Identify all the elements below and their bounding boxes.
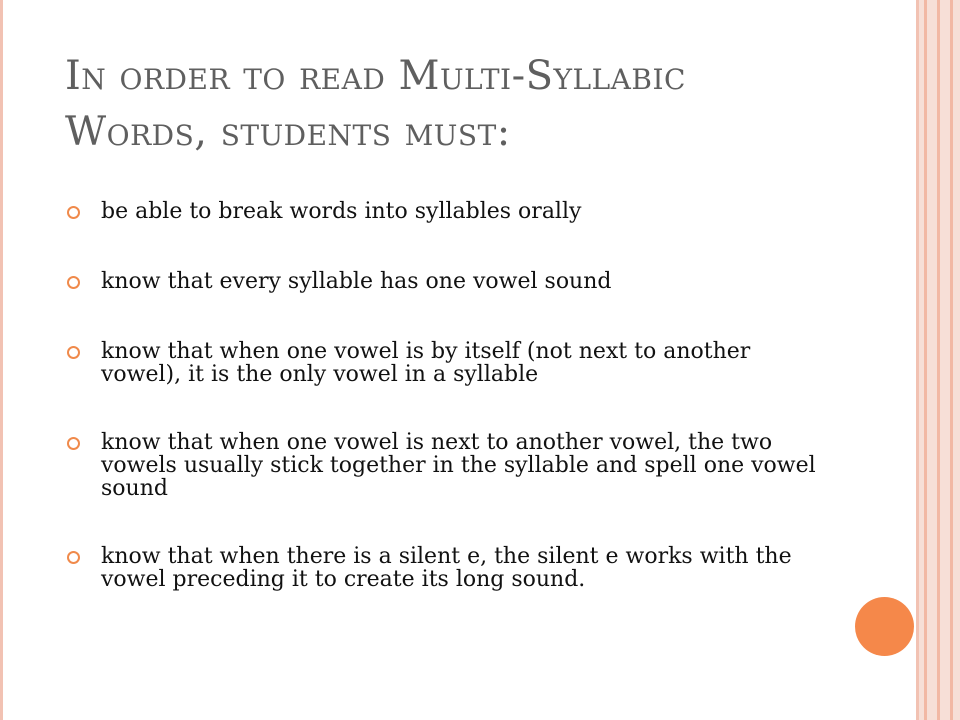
slide-title-line2: Words, students must: (65, 109, 511, 155)
bullet-text: know that when one vowel is next to another vowel, the two vowels usually stick together in the syllable and spell one vowel sound (101, 430, 816, 501)
slide-title-line1: In order to read Multi-Syllabic (65, 53, 686, 99)
slide-title (65, 48, 865, 160)
decorative-line (924, 0, 927, 720)
bullet-text: know that when one vowel is by itself (not next to another vowel), it is the only vowel in a syllable (101, 339, 751, 387)
bullet-item (61, 200, 821, 223)
bullet-text: know that when there is a silent e, the silent e works with the vowel preceding it to create its long sound. (101, 544, 792, 592)
decorative-line (937, 0, 940, 720)
hollow-circle-icon (67, 276, 80, 289)
bullet-item (61, 545, 821, 591)
orange-circle-decoration (855, 597, 914, 656)
bullet-item (61, 340, 821, 386)
decorative-right-strip (919, 0, 960, 720)
decorative-line (950, 0, 953, 720)
bullet-text: know that every syllable has one vowel sound (101, 269, 612, 294)
bullet-item (61, 431, 821, 500)
bullet-list (61, 200, 821, 591)
hollow-circle-icon (67, 206, 80, 219)
bullet-text: be able to break words into syllables orally (101, 199, 582, 224)
hollow-circle-icon (67, 437, 80, 450)
hollow-circle-icon (67, 551, 80, 564)
hollow-circle-icon (67, 346, 80, 359)
bullet-item (61, 270, 821, 293)
